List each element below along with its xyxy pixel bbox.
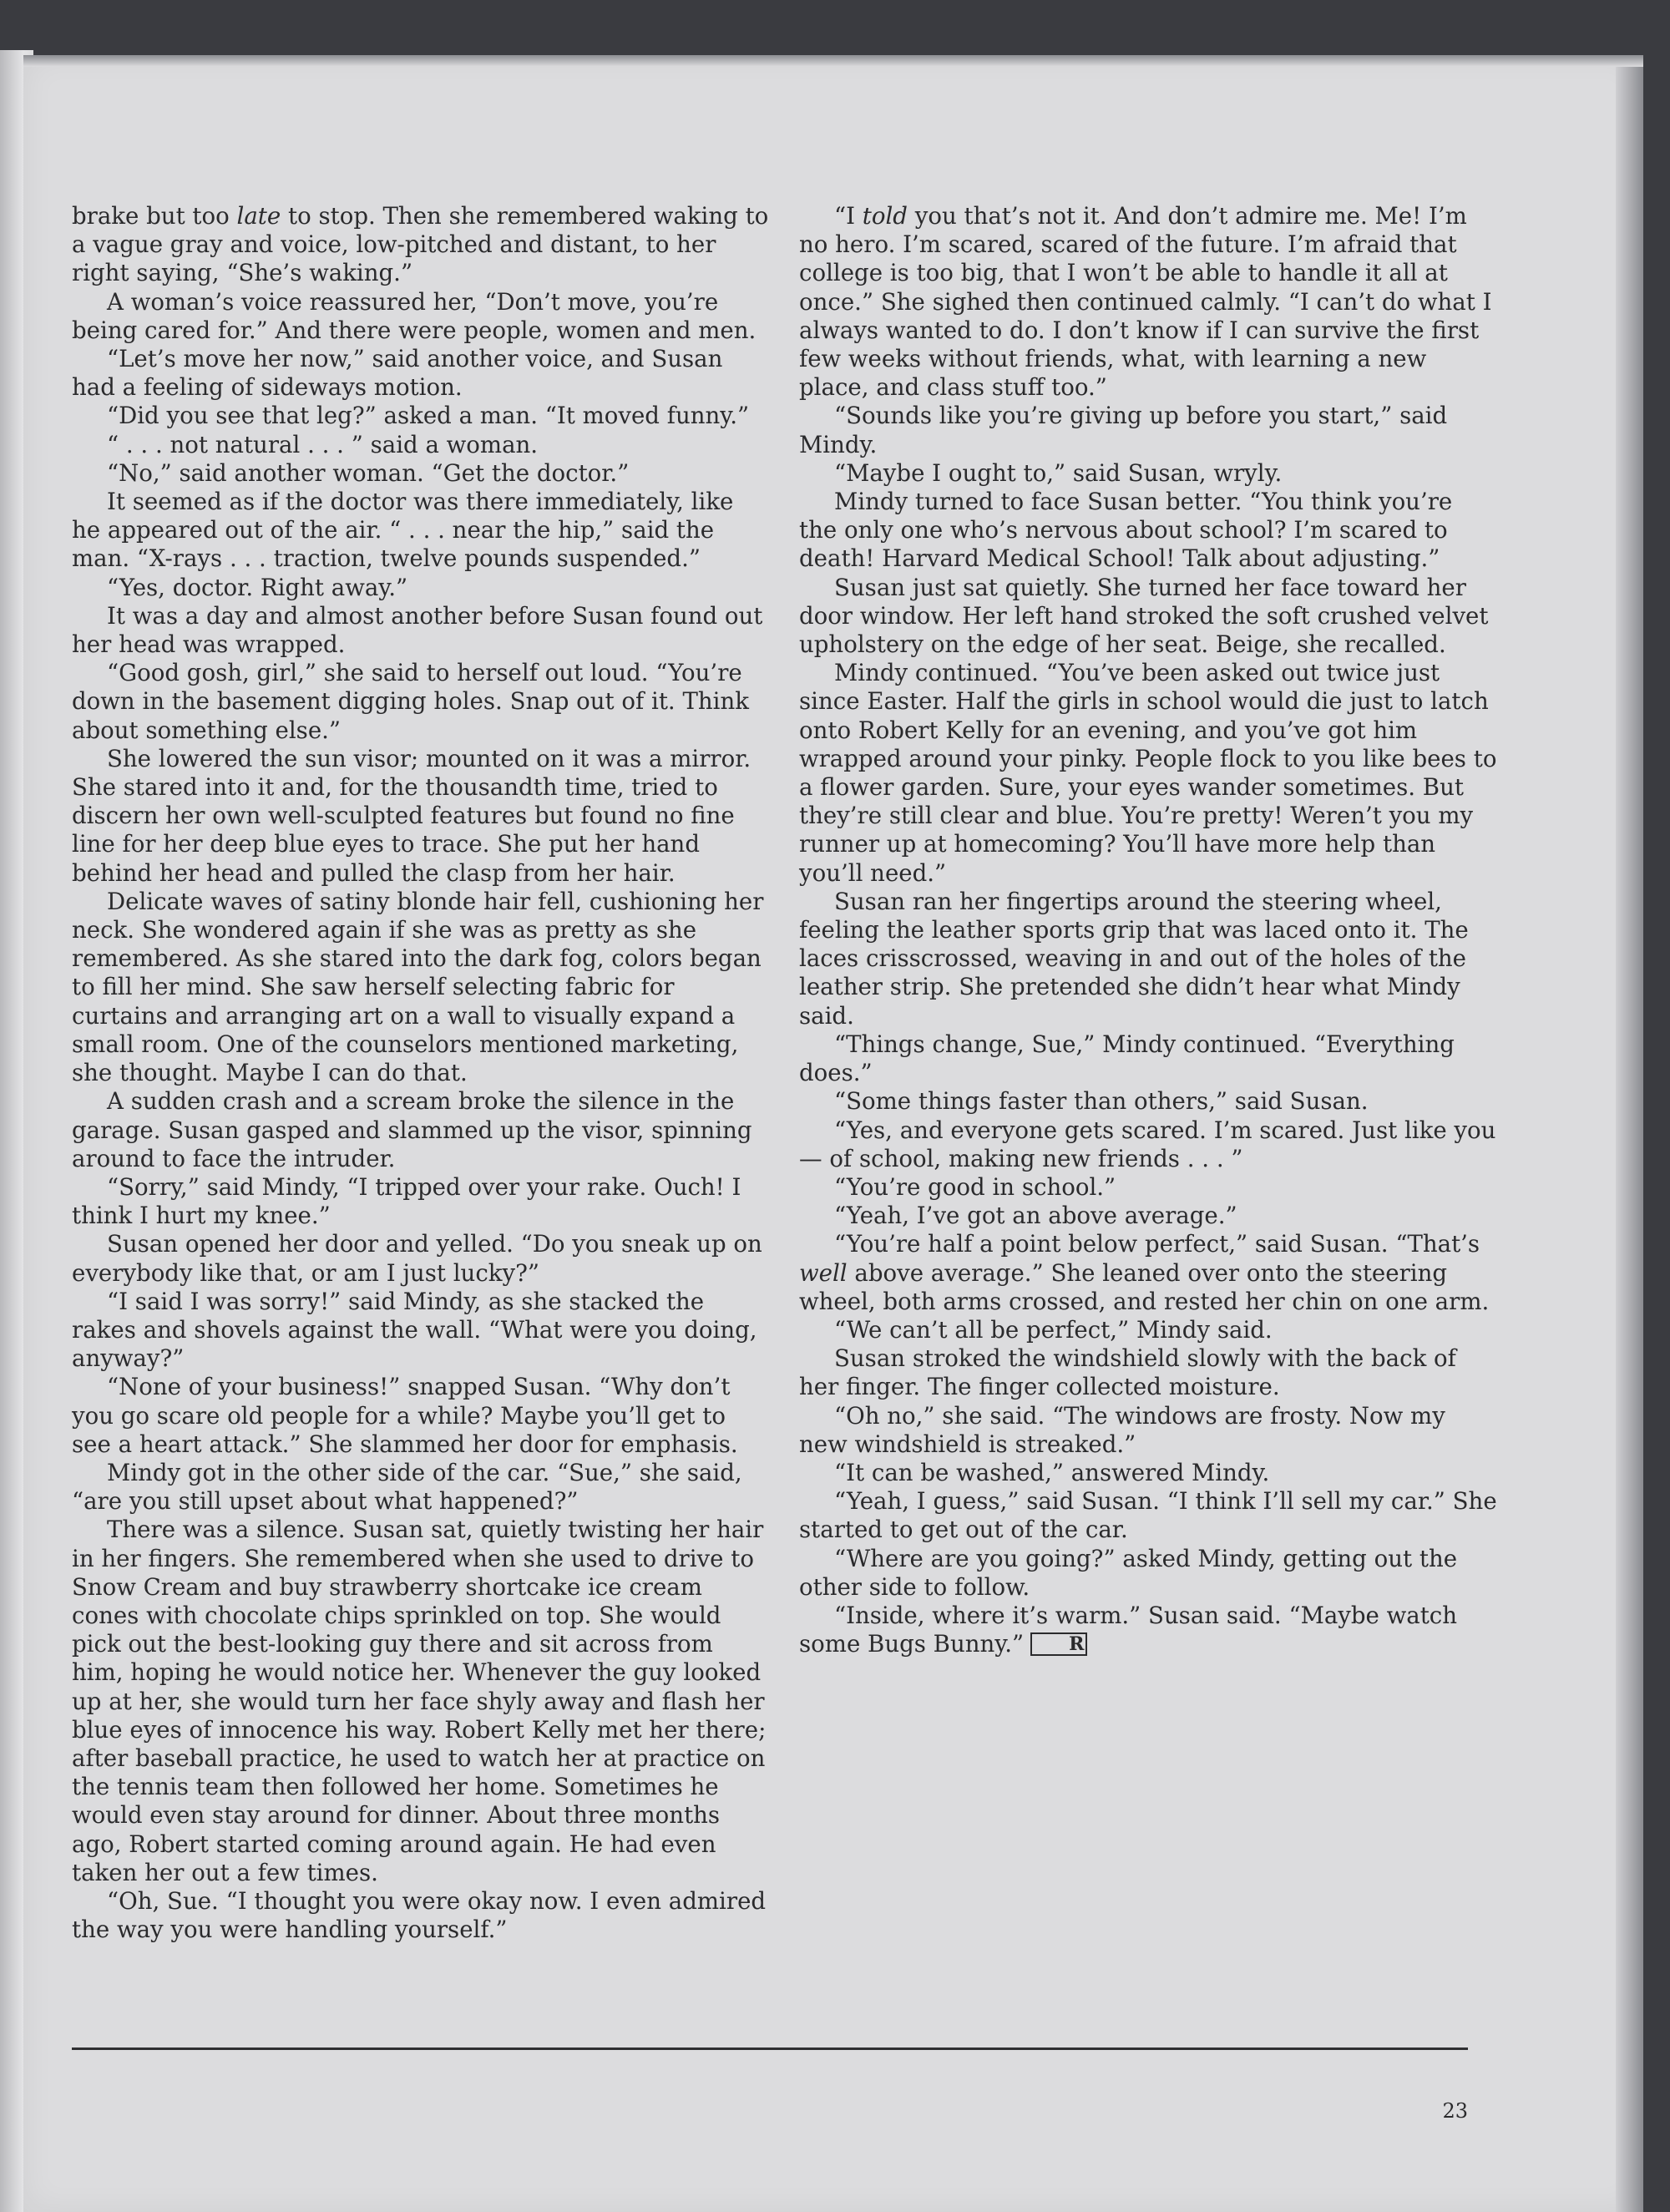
text-run: She lowered the sun visor; mounted on it was a mirror. She stared into it and, for the thousandth time, tried to discern her own well-sculpted features but found no fine line for her deep blue eyes to trace. She put her hand behind her head and pulled the clasp from her hair.	[72, 744, 758, 887]
paragraph	[799, 1545, 1497, 1602]
paragraph	[799, 1030, 1497, 1087]
paragraph	[72, 659, 769, 745]
text-run: “We can’t all be perfect,” Mindy said.	[834, 1315, 1273, 1344]
page-top-edge	[23, 55, 1643, 67]
text-run: “I said I was sorry!” said Mindy, as she stacked the rakes and shovels against the wall. “What were you doing, anyway?”	[72, 1287, 765, 1373]
paragraph	[72, 1087, 769, 1173]
text-run: “Let’s move her now,” said another voice, and Susan had a feeling of sideways motion.	[72, 345, 731, 402]
paragraph	[799, 402, 1497, 458]
text-run: A sudden crash and a scream broke the silence in the garage. Susan gasped and slammed up the visor, spinning around to face the intruder.	[72, 1087, 760, 1172]
text-run: brake but too	[72, 202, 237, 230]
italic-text-run: late	[236, 202, 281, 230]
text-run: It was a day and almost another before Susan found out her head was wrapped.	[72, 601, 771, 659]
paragraph	[799, 202, 1500, 402]
paragraph	[72, 488, 769, 574]
text-run: “Yes, doctor. Right away.”	[107, 573, 408, 601]
text-run: “It can be washed,” answered Mindy.	[834, 1458, 1270, 1486]
text-run: “ . . . not natural . . . ” said a woman.	[107, 430, 539, 458]
right-text-column	[799, 202, 1505, 1658]
paragraph	[799, 1230, 1497, 1316]
paragraph	[799, 1344, 1497, 1401]
text-run: “Sounds like you’re giving up before you start,” said Mindy.	[799, 402, 1455, 458]
paragraph	[799, 1459, 1497, 1487]
page-number: 23	[1442, 2099, 1468, 2123]
paragraph	[799, 1602, 1497, 1658]
paragraph	[72, 1230, 769, 1287]
text-run: Susan ran her fingertips around the steering wheel, feeling the leather sports grip that was laced onto it. The laces crisscrossed, weaving in and out of the holes of the leather strip. She pretended she didn’t hear what Mindy said.	[799, 887, 1476, 1030]
paragraph	[72, 431, 769, 459]
paragraph	[72, 459, 769, 488]
paragraph	[72, 1173, 769, 1230]
paragraph	[799, 459, 1497, 488]
text-run: “Yeah, I guess,” said Susan. “I think I’ll sell my car.” She started to get out of the car.	[799, 1487, 1505, 1544]
paragraph	[799, 659, 1505, 888]
text-run: It seemed as if the doctor was there immediately, like he appeared out of the air. “ . . . near the hip,” said the man. “X-rays . . . traction, twelve pounds suspended.”	[72, 488, 741, 573]
paragraph	[72, 887, 772, 1087]
text-run: Delicate waves of satiny blonde hair fell, cushioning her neck. She wondered again if she was as pretty as she remembered. As she stared into the dark fog, colors began to fill her mind. She saw herself selecting fabric for curtains and arranging art on a wall to visually expand a small room. One of the counselors mentioned marketing, she thought. Maybe I can do that.	[72, 887, 772, 1087]
text-run: “You’re half a point below perfect,” said Susan. “That’s	[834, 1230, 1487, 1258]
text-run: “Where are you going?” asked Mindy, getting out the other side to follow.	[799, 1544, 1465, 1601]
text-run: Mindy turned to face Susan better. “You think you’re the only one who’s nervous about school? I’m scared to death! Harvard Medical School! Talk about adjusting.”	[799, 488, 1460, 573]
paragraph	[72, 345, 769, 402]
text-run: “Oh no,” she said. “The windows are frosty. Now my new windshield is streaked.”	[799, 1401, 1453, 1458]
paragraph	[799, 1402, 1497, 1459]
text-run: you that’s not it. And don’t admire me. Me! I’m no hero. I’m scared, scared of the future. I’m afraid that college is too big, that I won’t be able to handle it all at once.” She sighed then continued calmly. “I can’t do what I always wanted to do. I don’t know if I can survive the first few weeks without friends, what, with learning a new place, and class stuff too.”	[799, 202, 1500, 402]
text-run: “You’re good in school.”	[834, 1172, 1116, 1201]
text-run: Mindy got in the other side of the car. “Sue,” she said, “are you still upset about what happened?”	[72, 1458, 750, 1516]
paragraph	[799, 1116, 1504, 1173]
paragraph	[72, 1886, 773, 1944]
text-run: Susan opened her door and yelled. “Do you sneak up on everybody like that, or am I just lucky?”	[72, 1230, 770, 1287]
text-run: to stop. Then she remembered waking to a vague gray and voice, low-pitched and distant, to her right saying, “She’s waking.”	[72, 202, 777, 287]
paragraph	[72, 402, 769, 430]
paragraph	[72, 745, 769, 888]
paragraph	[72, 1516, 774, 1887]
paragraph	[799, 488, 1497, 574]
paragraph	[72, 288, 769, 345]
text-run: “Maybe I ought to,” said Susan, wryly.	[834, 458, 1283, 487]
paragraph	[72, 1459, 769, 1516]
italic-text-run: told	[862, 202, 908, 230]
italic-text-run: well	[799, 1258, 848, 1287]
text-run: There was a silence. Susan sat, quietly twisting her hair in her fingers. She remembered when she used to drive to Snow Cream and buy strawberry shortcake ice cream cones with chocolate chips sprinkled on top. She would pick out the best-looking guy there and sit across from him, hoping he would notice her. Whenever the guy looked up at her, she would turn her face shyly away and flash her blue eyes of innocence his way. Robert Kelly met her there; after baseball practice, he used to watch her at practice on the tennis team then followed her home. Sometimes he would even stay around for dinner. About three months ago, Robert started coming around again. He had even taken her out a few times.	[72, 1516, 774, 1886]
text-run: “Some things faster than others,” said Susan.	[834, 1087, 1369, 1116]
paragraph	[799, 1202, 1497, 1230]
left-text-column	[72, 202, 777, 1944]
text-run: A woman’s voice reassured her, “Don’t move, you’re being cared for.” And there were people, women and men.	[72, 287, 757, 344]
text-run: Susan just sat quietly. She turned her face toward her door window. Her left hand stroked the soft crushed velvet upholstery on the edge of her seat. Beige, she recalled.	[799, 573, 1496, 659]
paragraph	[799, 1087, 1497, 1116]
text-run: “Good gosh, girl,” she said to herself out loud. “You’re down in the basement digging holes. Snap out of it. Think about something else.”	[72, 659, 757, 744]
paragraph	[799, 1173, 1497, 1202]
text-run: “None of your business!” snapped Susan. “Why don’t you go scare old people for a while? Maybe you’ll get to see a heart attack.” She slammed her door for emphasis.	[72, 1373, 738, 1458]
text-run: “No,” said another woman. “Get the doctor.”	[107, 458, 630, 487]
footer-rule	[72, 2047, 1468, 2050]
text-run: “Oh, Sue. “I thought you were okay now. I even admired the way you were handling yourself.”	[72, 1886, 773, 1944]
paragraph	[72, 202, 777, 288]
paragraph	[72, 574, 769, 602]
text-run: “Inside, where it’s warm.” Susan said. “Maybe watch some Bugs Bunny.”	[799, 1601, 1465, 1658]
text-run: Susan stroked the windshield slowly with the back of her finger. The finger collected moisture.	[799, 1344, 1464, 1401]
text-run: “Did you see that leg?” asked a man. “It moved funny.”	[107, 402, 750, 430]
text-run: “Sorry,” said Mindy, “I tripped over your rake. Ouch! I think I hurt my knee.”	[72, 1172, 749, 1230]
page-stack-edge	[1616, 67, 1643, 2212]
paragraph	[72, 602, 769, 659]
text-run: “Things change, Sue,” Mindy continued. “Everything does.”	[799, 1030, 1462, 1087]
text-run: “I	[834, 202, 863, 230]
text-run: “Yeah, I’ve got an above average.”	[834, 1202, 1237, 1230]
paragraph	[799, 888, 1497, 1030]
paragraph	[799, 574, 1497, 660]
paragraph	[799, 1487, 1505, 1544]
paragraph	[72, 1373, 769, 1459]
paragraph	[72, 1288, 769, 1374]
text-run: above average.” She leaned over onto the steering wheel, both arms crossed, and rested her chin on one arm.	[799, 1258, 1490, 1315]
paragraph	[799, 1316, 1497, 1344]
text-run: Mindy continued. “You’ve been asked out twice just since Easter. Half the girls in school would die just to latch onto Robert Kelly for an evening, and you’ve got him wrapped around your pinky. People flock to you like bees to a flower garden. Sure, your eyes wander sometimes. But they’re still clear and blue. You’re pretty! Weren’t you my runner up at homecoming? You’ll have more help than you’ll need.”	[799, 659, 1505, 887]
text-run: “Yes, and everyone gets scared. I’m scared. Just like you — of school, making new friends . . . ”	[799, 1116, 1504, 1172]
end-of-story-mark: R	[1030, 1632, 1087, 1656]
